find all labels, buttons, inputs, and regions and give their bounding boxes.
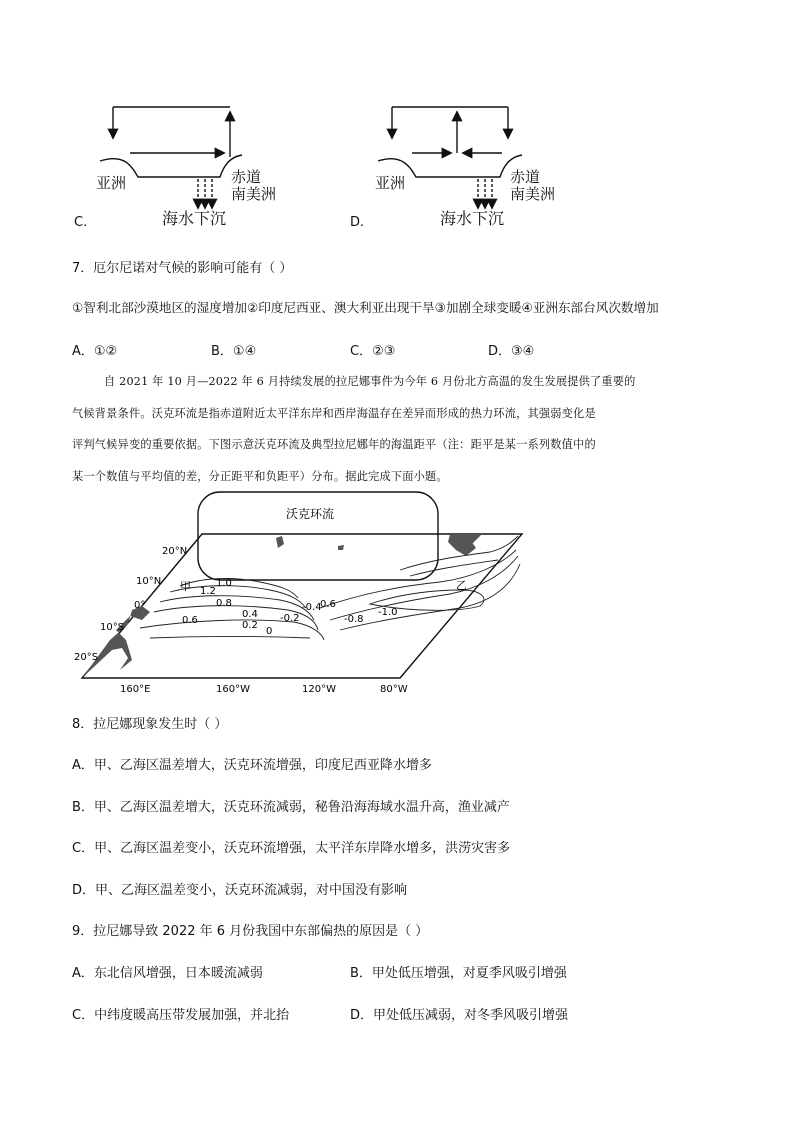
q7-statements: ①智利北部沙漠地区的湿度增加②印度尼西亚、澳大利亚出现干旱③加剧全球变暖④亚洲东部台风次数增加 xyxy=(72,300,659,315)
isoline-label: -1.0 xyxy=(378,607,398,618)
diagram-d-right-label-1: 赤道 xyxy=(510,168,541,186)
q7-option-a: A．①② xyxy=(72,344,118,359)
lat-label-10n: 10°N xyxy=(136,576,162,587)
passage-line-3: 评判气候异变的重要依据。下图示意沃克环流及典型拉尼娜年的海温距平（注：距平是某一系列数值中的 xyxy=(72,438,596,451)
diagram-c-left-label: 亚洲 xyxy=(96,174,127,192)
americas-land xyxy=(448,534,482,556)
q8-option-d: D．甲、乙海区温差变小，沃克环流减弱，对中国没有影响 xyxy=(72,883,408,898)
passage xyxy=(72,366,728,492)
passage-line-4: 某一个数值与平均值的差，分正距平和负距平）分布。据此完成下面小题。 xyxy=(72,469,448,483)
isoline-label: 1.2 xyxy=(200,586,216,597)
diagram-c-bottom-label: 海水下沉 xyxy=(162,209,227,228)
q7-stem: 7．厄尔尼诺对气候的影响可能有（ ） xyxy=(72,261,293,276)
walker-circulation-loop xyxy=(198,492,438,580)
q7-option-b: B．①④ xyxy=(211,344,257,359)
isoline-label: 0 xyxy=(266,626,273,637)
lat-label-0: 0° xyxy=(134,600,146,611)
option-d-label: D. xyxy=(350,215,365,230)
diagram-c-right-label-2: 南美洲 xyxy=(231,185,277,203)
diagram-c-right-label-1: 赤道 xyxy=(231,168,262,186)
isoline-label: -0.2 xyxy=(280,613,300,624)
passage-line-1: 自 2021 年 10 月—2022 年 6 月持续发展的拉尼娜事件为今年 6 月份北方高温的发生发展提供了重要的 xyxy=(104,375,636,388)
q9-stem: 9．拉尼娜导致 2022 年 6 月份我国中东部偏热的原因是（ ） xyxy=(72,924,429,939)
q9-option-b: B．甲处低压增强，对夏季风吸引增强 xyxy=(350,966,567,981)
lat-label-20n: 20°N xyxy=(162,546,188,557)
q9-option-c: C．中纬度暖高压带发展加强，并北抬 xyxy=(72,1008,290,1023)
walker-circulation-map xyxy=(70,490,530,700)
isoline-label: 0.6 xyxy=(320,599,336,610)
circulation-label: 沃克环流 xyxy=(286,507,335,521)
isoline-label: 0.4 xyxy=(242,609,258,620)
diagram-d-bottom-label: 海水下沉 xyxy=(440,209,505,228)
isoline-label: 0.2 xyxy=(242,620,258,631)
isoline-label: 0.8 xyxy=(216,598,232,609)
isoline-label: 0.6 xyxy=(182,615,198,626)
q9-option-d: D．甲处低压减弱，对冬季风吸引增强 xyxy=(350,1008,569,1023)
isoline-label: 1.0 xyxy=(216,578,232,589)
isoline-label: -0.8 xyxy=(344,614,364,625)
q8-option-a: A．甲、乙海区温差增大，沃克环流增强，印度尼西亚降水增多 xyxy=(72,758,432,773)
isoline-label: -0.4 xyxy=(302,602,322,613)
lon-label-160e: 160°E xyxy=(120,684,151,695)
q8-option-c: C．甲、乙海区温差变小，沃克环流增强，太平洋东岸降水增多，洪涝灾害多 xyxy=(72,841,511,856)
lat-label-10s: 10°S xyxy=(100,622,125,633)
lon-label-120w: 120°W xyxy=(302,684,336,695)
lat-label-20s: 20°S xyxy=(74,652,99,663)
q7-option-d: D．③④ xyxy=(488,344,535,359)
q7-option-c: C．②③ xyxy=(350,344,396,359)
asia-land xyxy=(82,606,150,678)
q8-option-b: B．甲、乙海区温差增大，沃克环流减弱，秘鲁沿海海域水温升高，渔业减产 xyxy=(72,800,510,815)
diagram-d-left-label: 亚洲 xyxy=(375,174,406,192)
point-jia: 甲 xyxy=(180,580,191,593)
q8-stem: 8．拉尼娜现象发生时（ ） xyxy=(72,717,228,732)
lon-label-80w: 80°W xyxy=(380,684,408,695)
option-c-label: C. xyxy=(74,215,88,230)
lon-label-160w: 160°W xyxy=(216,684,250,695)
point-yi: 乙 xyxy=(456,579,467,592)
passage-line-2: 气候背景条件。沃克环流是指赤道附近太平洋东岸和西岸海温存在差异而形成的热力环流，其强弱变化是 xyxy=(72,406,596,420)
diagram-d-right-label-2: 南美洲 xyxy=(510,185,556,203)
q9-option-a: A．东北信风增强，日本暖流减弱 xyxy=(72,966,263,981)
